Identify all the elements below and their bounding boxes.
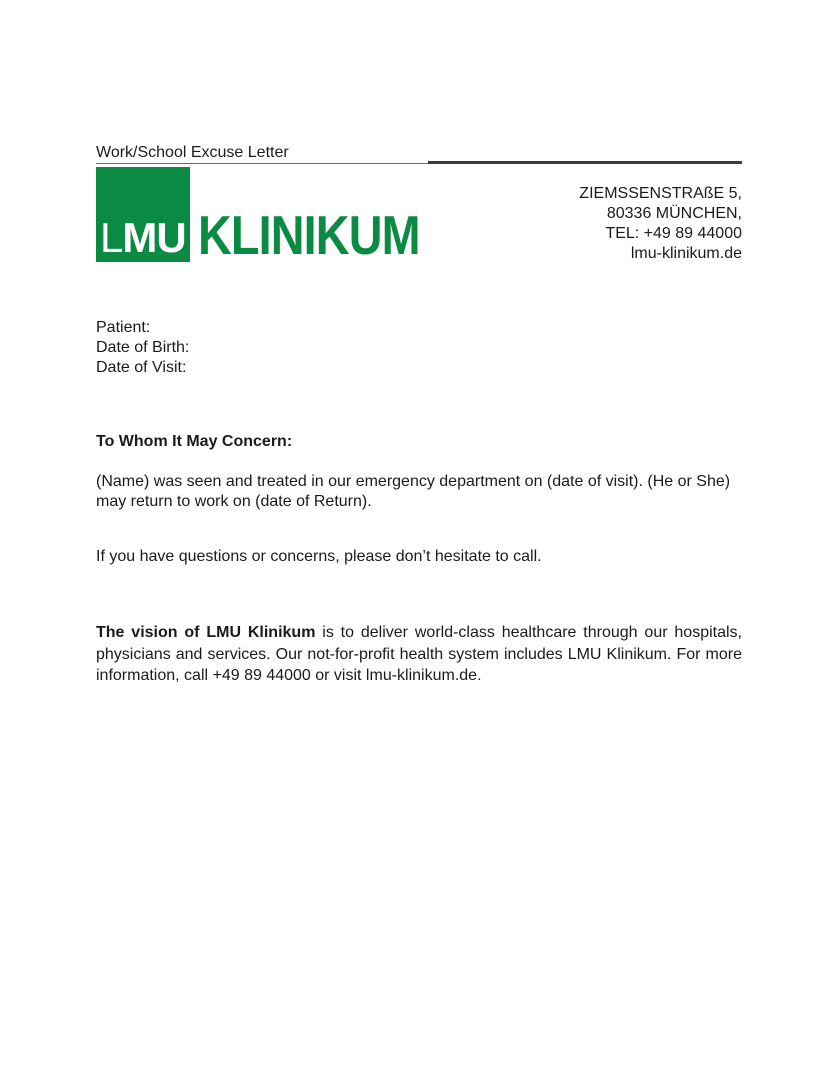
letter-body-paragraph: (Name) was seen and treated in our emergency department on (date of visit). (He or She) may return to work on (date of Return).: [96, 473, 731, 510]
patient-field-dob: Date of Birth:: [96, 339, 190, 356]
vision-paragraph: [96, 622, 742, 687]
letter-closing-line: If you have questions or concerns, please don’t hesitate to call.: [96, 548, 542, 565]
document-title: Work/School Excuse Letter: [96, 144, 289, 161]
hospital-address-block: [579, 184, 742, 264]
lmu-logo-letters-mu: MU: [122, 214, 186, 261]
address-street: ZIEMSSENSTRAßE 5,: [579, 185, 742, 202]
address-phone: TEL: +49 89 44000: [605, 225, 742, 242]
klinikum-wordmark: KLINIKUM: [198, 204, 420, 266]
patient-info-block: [96, 318, 189, 378]
vision-paragraph-bold-lead: The vision of LMU Klinikum: [96, 624, 316, 641]
lmu-logo-letter-l: L: [100, 214, 123, 261]
lmu-logo-letters: [100, 214, 186, 261]
patient-field-visit-date: Date of Visit:: [96, 359, 187, 376]
header-rule-thick: [428, 161, 742, 164]
address-city: 80336 MÜNCHEN,: [606, 205, 742, 222]
lmu-logo: [96, 167, 190, 262]
vision-paragraph-text: is to deliver world-class healthcare through our hospitals, physicians and services. Our not-for-profit health system includes LMU Klinikum. For more information, call +49 89 44000 or visit lmu-klinikum.de.: [96, 624, 743, 684]
address-website: lmu-klinikum.de: [630, 245, 742, 262]
salutation: To Whom It May Concern:: [96, 433, 293, 450]
patient-field-name: Patient:: [96, 319, 151, 336]
